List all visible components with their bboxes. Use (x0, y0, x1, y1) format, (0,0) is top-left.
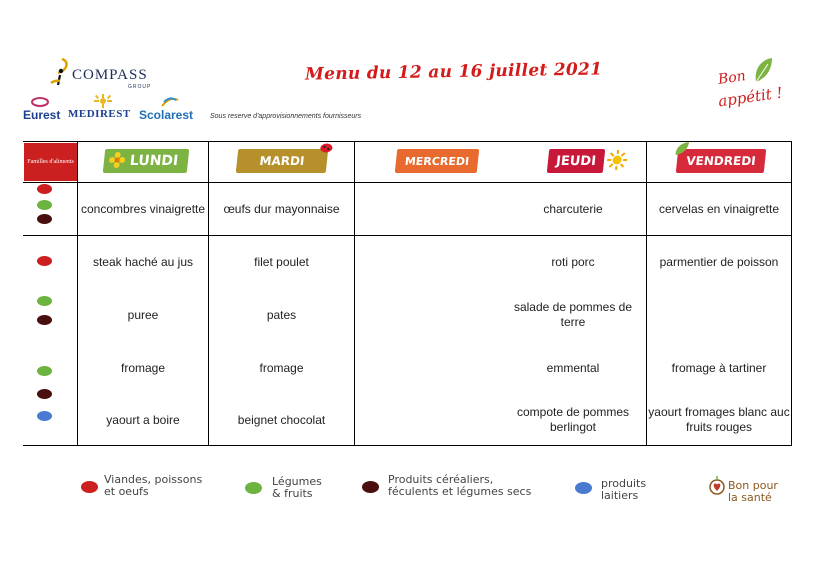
brand-medirest: MEDIREST (68, 108, 131, 120)
starter-jeudi: charcuterie (543, 201, 603, 216)
dot-cereal (37, 315, 52, 325)
col-border-3 (354, 141, 355, 446)
side-jeudi: salade de pommes de terre (513, 300, 633, 329)
main-vendredi: parmentier de poisson (659, 254, 779, 269)
legend-cereal (388, 474, 531, 498)
legend-veg (272, 476, 322, 500)
vendredi-banner (676, 149, 767, 173)
starter-row-border (23, 235, 792, 236)
families-header: Familles d'aliments (24, 143, 77, 181)
side-lundi: puree (127, 307, 159, 322)
main-jeudi: roti porc (551, 254, 595, 269)
side-mardi: pates (266, 307, 297, 322)
dessert-mardi: beignet chocolat (237, 412, 326, 427)
lundi-banner (103, 149, 190, 173)
bon-pour-la-sante-icon (708, 474, 726, 498)
dot-cereal (37, 214, 52, 224)
cheese-lundi: fromage (120, 360, 166, 375)
dot-meat (37, 256, 52, 266)
legend-dairy-line2: laitiers (601, 489, 639, 502)
day-header-jeudi (544, 145, 626, 177)
jeudi-banner (547, 149, 606, 173)
dot-dairy (37, 411, 52, 421)
legend-dairy (601, 478, 646, 502)
legend-meat (104, 474, 202, 498)
legend-dairy-line1: produits (601, 477, 647, 490)
starter-vendredi: cervelas en vinaigrette (658, 201, 780, 216)
medirest-logo-icon (90, 94, 116, 108)
col-border-1 (77, 141, 78, 446)
eurest-logo-icon (30, 96, 50, 108)
legend-veg-line2: & fruits (272, 487, 313, 500)
legend-cereal-line1: Produits céréaliers, (388, 473, 494, 486)
col-border-4 (646, 141, 647, 446)
legend-sante-line1: Bon pour (728, 479, 778, 492)
bon-appetit-text-2: appétit ! (717, 83, 784, 111)
dot-veg (37, 296, 52, 306)
starter-mardi: œufs dur mayonnaise (223, 201, 340, 216)
day-header-mardi (232, 145, 332, 177)
legend-cereal-line2: féculents et légumes secs (388, 485, 532, 498)
compass-sub: GROUP (128, 84, 152, 90)
small-leaf-icon (673, 141, 691, 157)
legend-dot-meat (81, 481, 98, 493)
cheese-vendredi: fromage à tartiner (671, 360, 767, 375)
legend-dot-cereal (362, 481, 379, 493)
compass-name: COMPASS (72, 67, 148, 83)
mardi-banner (236, 149, 329, 173)
supply-note: Sous reserve d'approvisionnements fournisseurs (210, 113, 362, 120)
day-label-mercredi: MERCREDI (404, 154, 470, 168)
header-row-border (23, 182, 792, 183)
day-header-mercredi (392, 145, 482, 177)
dessert-jeudi: compote de pommes berlingot (516, 405, 630, 434)
dessert-lundi: yaourt a boire (106, 412, 180, 427)
compass-mark-icon (48, 57, 72, 87)
dot-cereal (37, 389, 52, 399)
table-bottom-border (23, 445, 792, 446)
legend-meat-line2: et oeufs (104, 485, 149, 498)
flower-icon (107, 151, 127, 169)
day-label-jeudi: JEUDI (555, 153, 597, 169)
sun-icon (605, 149, 629, 171)
col-border-2 (208, 141, 209, 446)
cheese-mardi: fromage (259, 360, 304, 375)
legend-sante-line2: la santé (728, 491, 772, 504)
legend-dot-veg (245, 482, 262, 494)
col-border-5 (791, 141, 792, 446)
day-label-mardi: MARDI (258, 154, 306, 168)
main-lundi: steak haché au jus (92, 254, 194, 269)
legend-dot-dairy (575, 482, 592, 494)
ladybug-icon (318, 141, 335, 153)
legend-veg-line1: Légumes (272, 475, 322, 488)
day-header-lundi (100, 145, 192, 177)
mercredi-banner (395, 149, 480, 173)
compass-logo (42, 55, 172, 95)
day-header-vendredi (674, 145, 768, 177)
dot-meat (37, 184, 52, 194)
day-label-lundi: LUNDI (128, 153, 180, 169)
scolarest-logo-icon (160, 96, 180, 108)
dot-veg (37, 366, 52, 376)
dot-veg (37, 200, 52, 210)
bon-appetit-logo (716, 58, 796, 118)
bon-appetit-text-1: Bon (717, 68, 747, 88)
starter-lundi: concombres vinaigrette (80, 201, 206, 216)
brand-scolarest: Scolarest (139, 108, 194, 122)
main-mardi: filet poulet (254, 254, 309, 269)
cheese-jeudi: emmental (546, 360, 600, 375)
leaf-icon (752, 56, 774, 84)
legend-meat-line1: Viandes, poissons (104, 473, 203, 486)
menu-title: Menu du 12 au 16 juillet 2021 (304, 59, 603, 85)
legend-sante (728, 480, 778, 504)
brand-eurest: Eurest (23, 108, 61, 122)
dessert-vendredi: yaourt fromages blanc auc fruits rouges (648, 405, 790, 434)
day-label-vendredi: VENDREDI (685, 154, 757, 168)
